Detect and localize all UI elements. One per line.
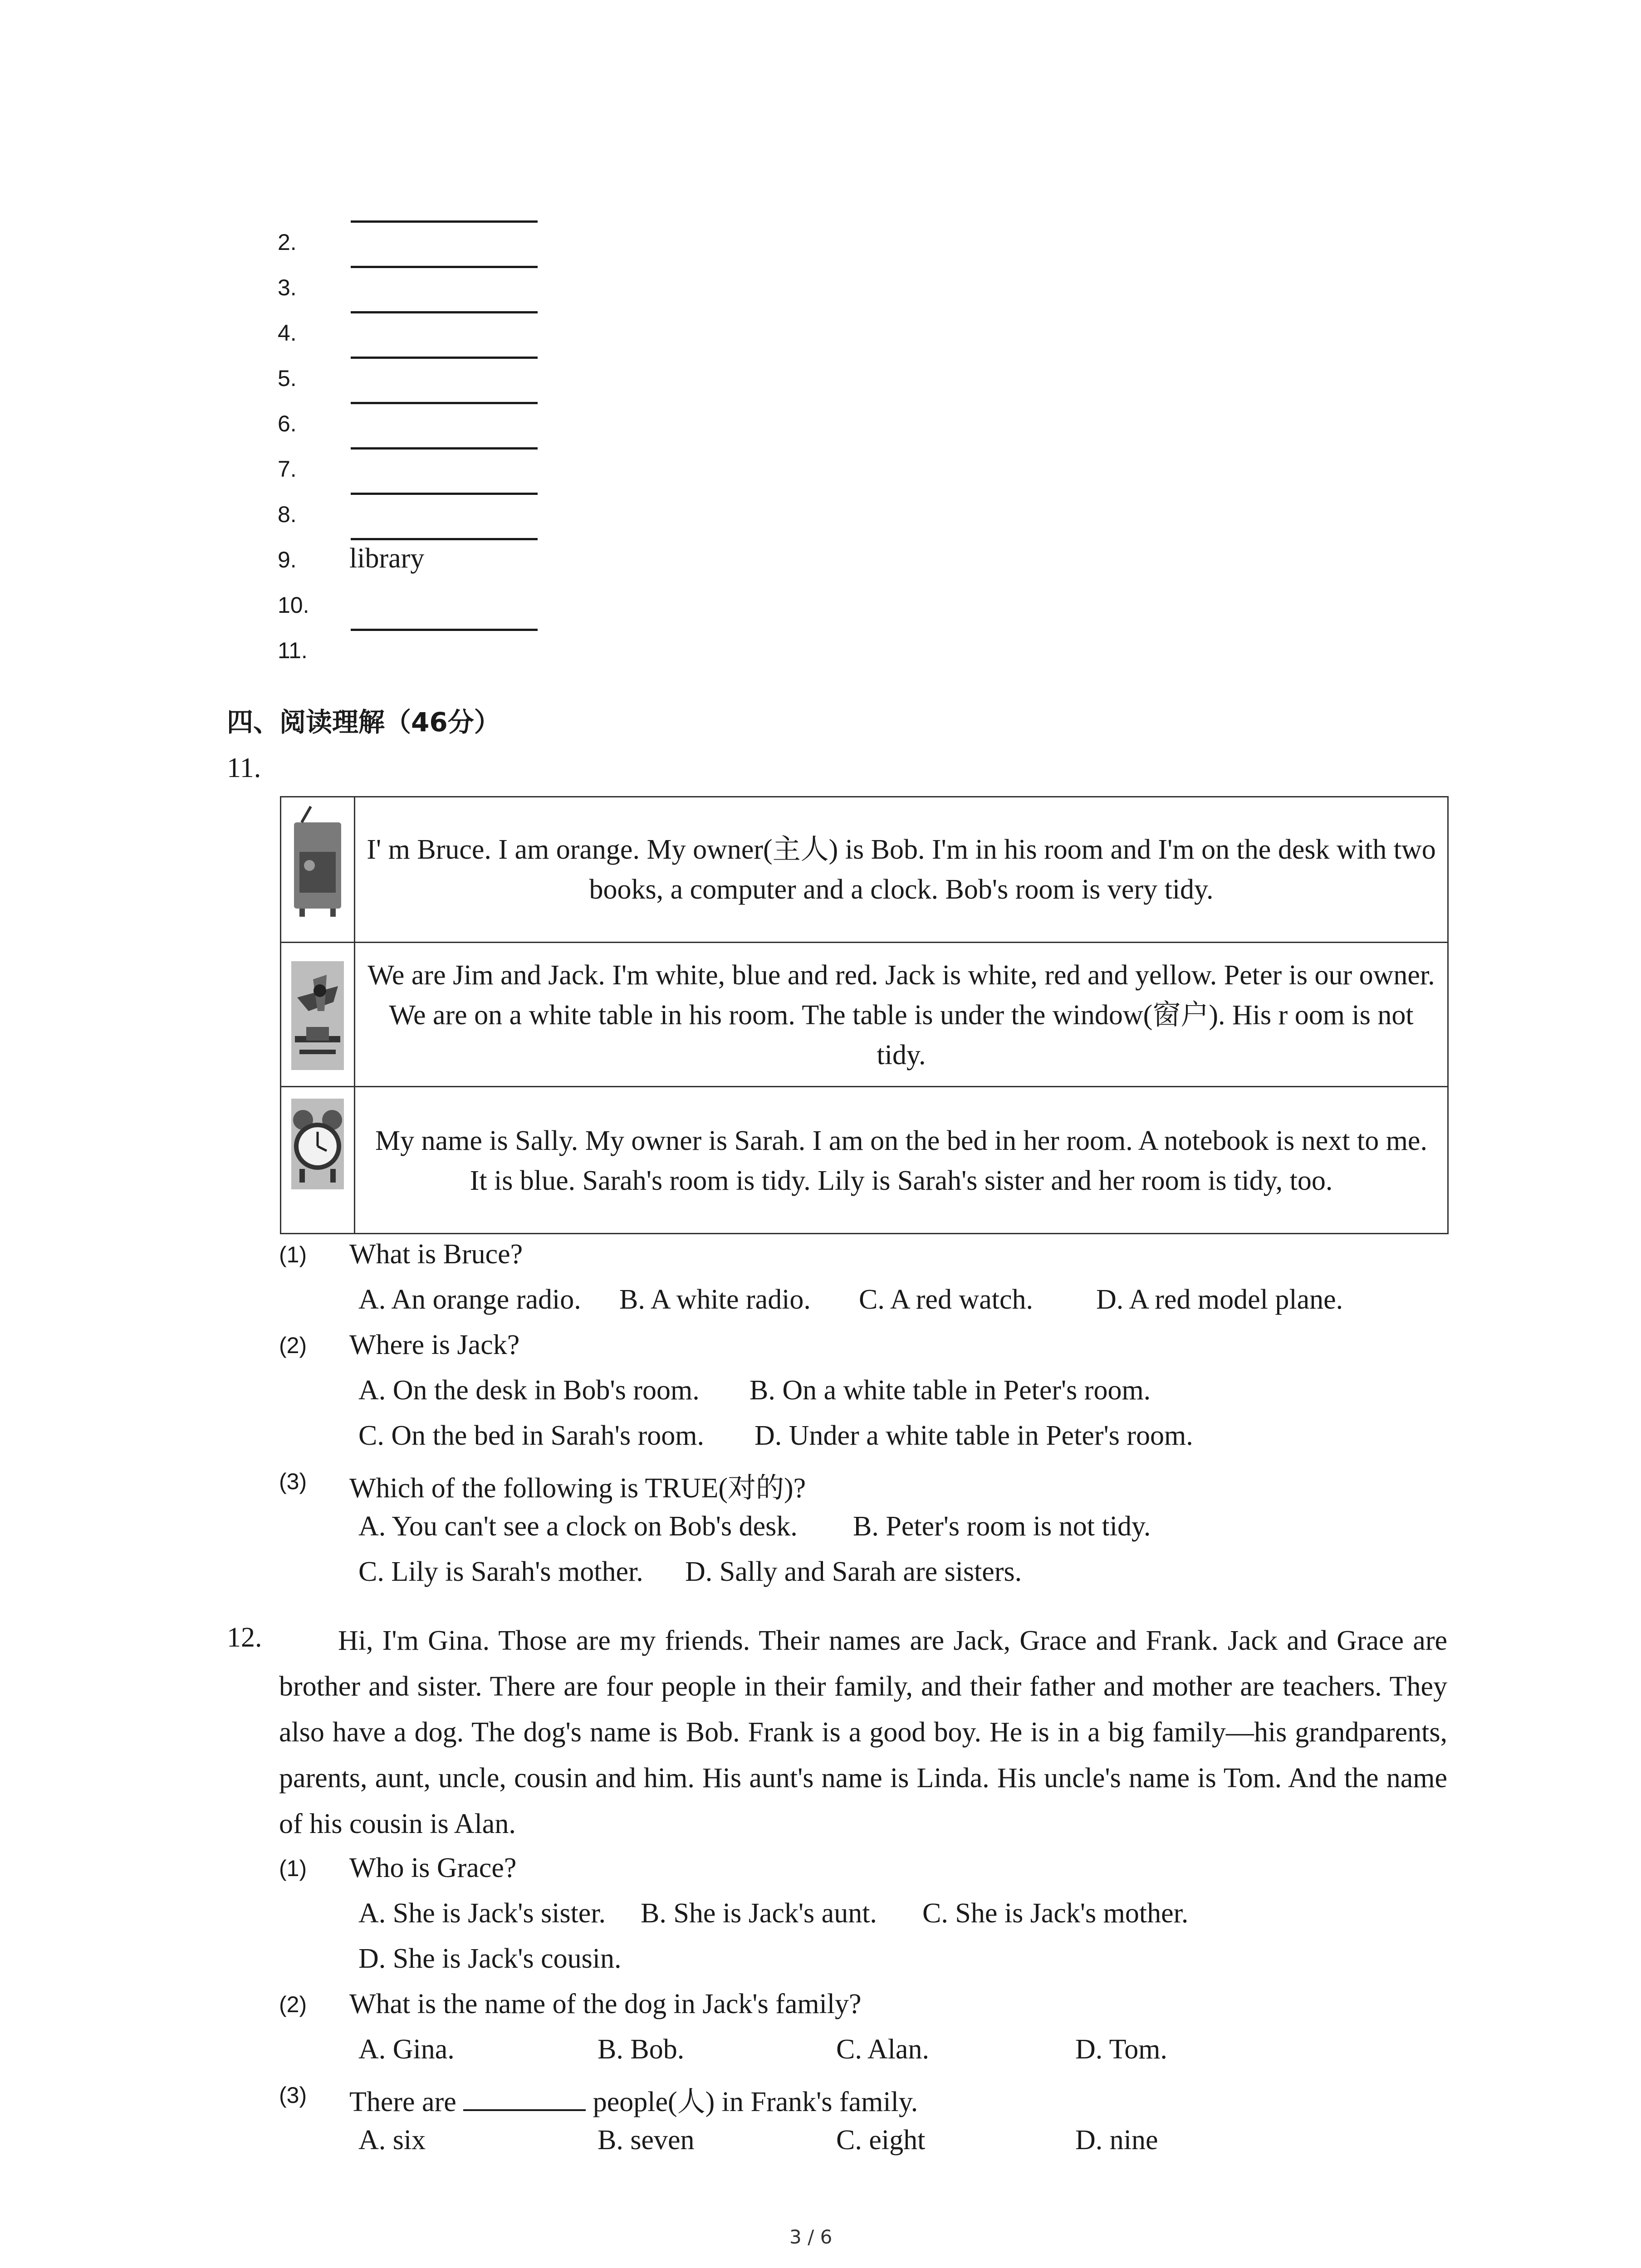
answer-blank-line — [351, 493, 538, 495]
sub-question-stem: Who is Grace? — [349, 1853, 517, 1883]
model-plane-icon — [281, 943, 354, 1087]
stem-before-blank: There are — [349, 2087, 456, 2117]
option: B. Bob. — [598, 2034, 685, 2065]
answer-number: 11. — [278, 638, 308, 663]
sub-question-number: (2) — [279, 1333, 307, 1358]
answer-number: 10. — [278, 592, 309, 618]
answer-blank-line — [351, 538, 538, 540]
question-number: 11. — [227, 753, 261, 783]
answer-number: 9. — [278, 547, 297, 572]
sub-question-stem: What is Bruce? — [349, 1239, 523, 1270]
option: D. nine — [1075, 2125, 1158, 2156]
option: B. Peter's room is not tidy. — [853, 1511, 1151, 1542]
answer-blank-line — [351, 311, 538, 313]
page-number: 3 / 6 — [789, 2226, 833, 2248]
option: C. eight — [836, 2125, 926, 2156]
sub-question-number: (3) — [279, 2082, 307, 2108]
option: B. seven — [598, 2125, 695, 2156]
table-row — [281, 1086, 1447, 1234]
option: A. She is Jack's sister. — [358, 1898, 606, 1929]
answer-number: 4. — [278, 320, 297, 346]
answer-number: 2. — [278, 230, 297, 255]
radio-icon — [281, 797, 354, 942]
option: A. An orange radio. — [358, 1284, 581, 1315]
table-row-text: My name is Sally. My owner is Sarah. I am on the bed in her room. A notebook is next to me. It is blue. Sarah's room is tidy. Lily is Sarah's sister and her room is tidy, too. — [375, 1125, 1427, 1196]
option: B. On a white table in Peter's room. — [749, 1375, 1151, 1406]
sub-question-stem: Which of the following is TRUE(对的)? — [349, 1473, 806, 1504]
answer-number: 7. — [278, 456, 297, 482]
answer-number: 6. — [278, 411, 297, 436]
sub-question-number: (1) — [279, 1856, 307, 1881]
table-picture-cell — [281, 1087, 355, 1234]
reading-passage — [279, 1618, 1447, 1847]
option: C. A red watch. — [859, 1284, 1033, 1315]
table-row — [281, 942, 1447, 1087]
option: B. A white radio. — [619, 1284, 811, 1315]
table-picture-cell — [281, 797, 355, 942]
option: A. You can't see a clock on Bob's desk. — [358, 1511, 798, 1542]
sub-question-number: (3) — [279, 1469, 307, 1494]
option: C. Lily is Sarah's mother. — [358, 1556, 643, 1587]
answer-blank-line — [351, 447, 538, 450]
table-picture-cell — [281, 943, 355, 1087]
option: D. She is Jack's cousin. — [358, 1943, 622, 1974]
reading-table — [280, 796, 1449, 1234]
passage-text: Hi, I'm Gina. Those are my friends. Their names are Jack, Grace and Frank. Jack and Grace are brother and sister. There are four people in their family, and their father and mother are teachers. They also have a dog. The dog's name is Bob. Frank is a good boy. He is in a big family—his grandparents, parents, aunt, uncle, cousin and him. His aunt's name is Linda. His uncle's name is Tom. And the name of his cousin is Alan. — [279, 1625, 1447, 1839]
answer-blank-line — [351, 220, 538, 223]
option: D. A red model plane. — [1096, 1284, 1343, 1315]
option: A. six — [358, 2125, 426, 2156]
option: C. On the bed in Sarah's room. — [358, 1420, 704, 1451]
sub-question-stem: What is the name of the dog in Jack's family? — [349, 1989, 862, 2019]
option: A. Gina. — [358, 2034, 455, 2065]
answer-blank-line — [351, 266, 538, 268]
answer-text: library — [349, 543, 425, 574]
stem-after-blank: people(人) in Frank's family. — [593, 2087, 918, 2117]
question-number: 12. — [227, 1622, 262, 1653]
sub-question-stem: Where is Jack? — [349, 1330, 520, 1360]
option: D. Under a white table in Peter's room. — [754, 1420, 1193, 1451]
answer-number: 3. — [278, 275, 297, 300]
answer-blank-line — [351, 357, 538, 359]
table-row — [281, 797, 1447, 942]
answer-blank-line — [351, 629, 538, 631]
option: D. Sally and Sarah are sisters. — [685, 1556, 1022, 1587]
option: A. On the desk in Bob's room. — [358, 1375, 700, 1406]
table-row-text: I' m Bruce. I am orange. My owner(主人) is Bob. I'm in his room and I'm on the desk with two books, a computer and a clock. Bob's room is very tidy. — [367, 834, 1436, 905]
option: C. Alan. — [836, 2034, 929, 2065]
clock-icon — [281, 1087, 354, 1234]
table-row-text: We are Jim and Jack. I'm white, blue and red. Jack is white, red and yellow. Peter is our owner. We are on a white table in his room. The table is under the window(窗户). His r oom is not tidy. — [367, 960, 1435, 1070]
fill-blank — [463, 2087, 586, 2111]
option: B. She is Jack's aunt. — [641, 1898, 877, 1929]
sub-question-stem — [349, 2079, 918, 2119]
sub-question-number: (2) — [279, 1992, 307, 2017]
section-title: 四、阅读理解（46分） — [227, 707, 500, 738]
answer-number: 8. — [278, 502, 297, 527]
option: C. She is Jack's mother. — [922, 1898, 1189, 1929]
answer-number: 5. — [278, 366, 297, 391]
answer-blank-line — [351, 402, 538, 404]
sub-question-number: (1) — [279, 1242, 307, 1267]
option: D. Tom. — [1075, 2034, 1167, 2065]
